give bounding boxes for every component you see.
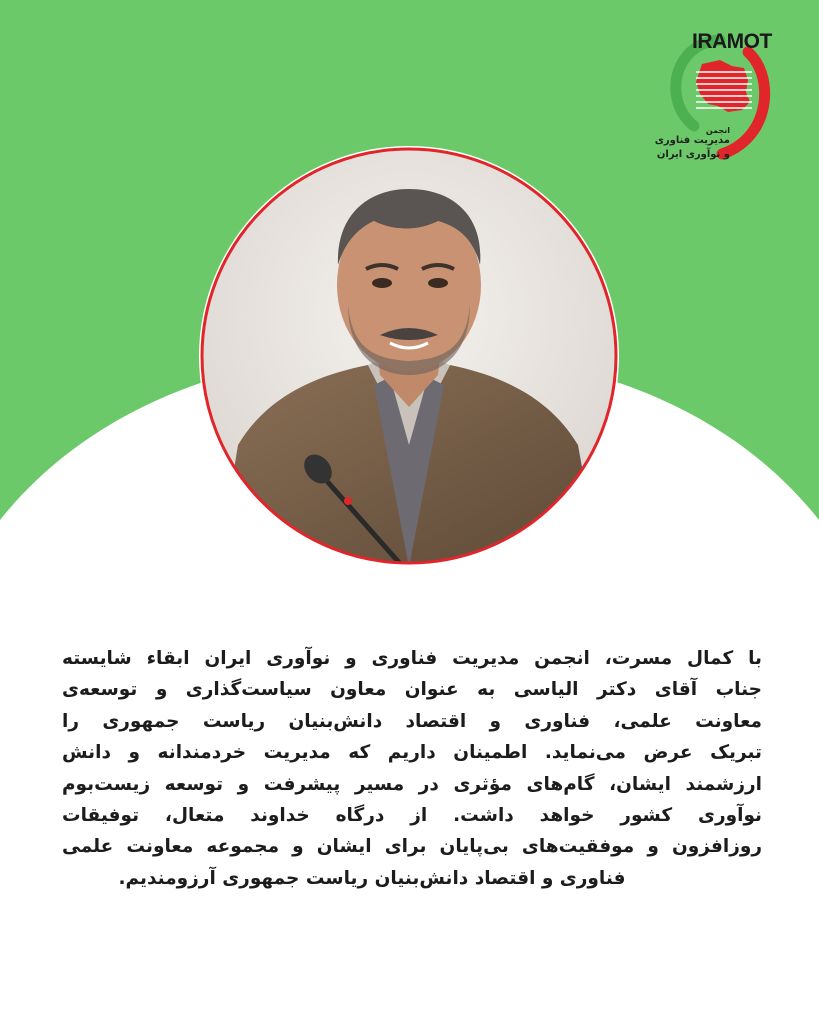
logo-subtitle-line2: مدیریت فناوری [654, 135, 730, 146]
message-line-4: تبریک عرض می‌نماید. اطمینان داریم که مدیریت خردمندانه و دانش [62, 742, 762, 764]
message-line-5: ارزشمند ایشان، گام‌های مؤثری در مسیر پیشرفت و توسعه زیست‌بوم [62, 773, 762, 795]
message-line-7: روزافزون و موفقیت‌های بی‌پایان برای ایشان و مجموعه معاونت علمی [62, 836, 762, 858]
message-line-8: فناوری و اقتصاد دانش‌بنیان ریاست جمهوری آرزومندیم. [118, 867, 626, 889]
congratulation-message [62, 643, 762, 894]
message-line-2: جناب آقای دکتر الیاسی به عنوان معاون سیاست‌گذاری و توسعه‌ی [62, 679, 762, 701]
logo-title: IRAMOT [692, 30, 772, 53]
portrait-photo [198, 145, 620, 567]
iramot-logo [654, 26, 782, 176]
message-line-3: معاونت علمی، فناوری و اقتصاد دانش‌بنیان ریاست جمهوری را [62, 710, 762, 732]
message-line-1: با کمال مسرت، انجمن مدیریت فناوری و نوآوری ایران ابقاء شایسته [62, 648, 762, 669]
logo-subtitle-line1: انجمن [705, 126, 730, 135]
logo-subtitle-line3: و نوآوری ایران [656, 149, 730, 160]
message-line-6: نوآوری کشور خواهد داشت. از درگاه خداوند متعال، توفیقات [62, 805, 762, 827]
